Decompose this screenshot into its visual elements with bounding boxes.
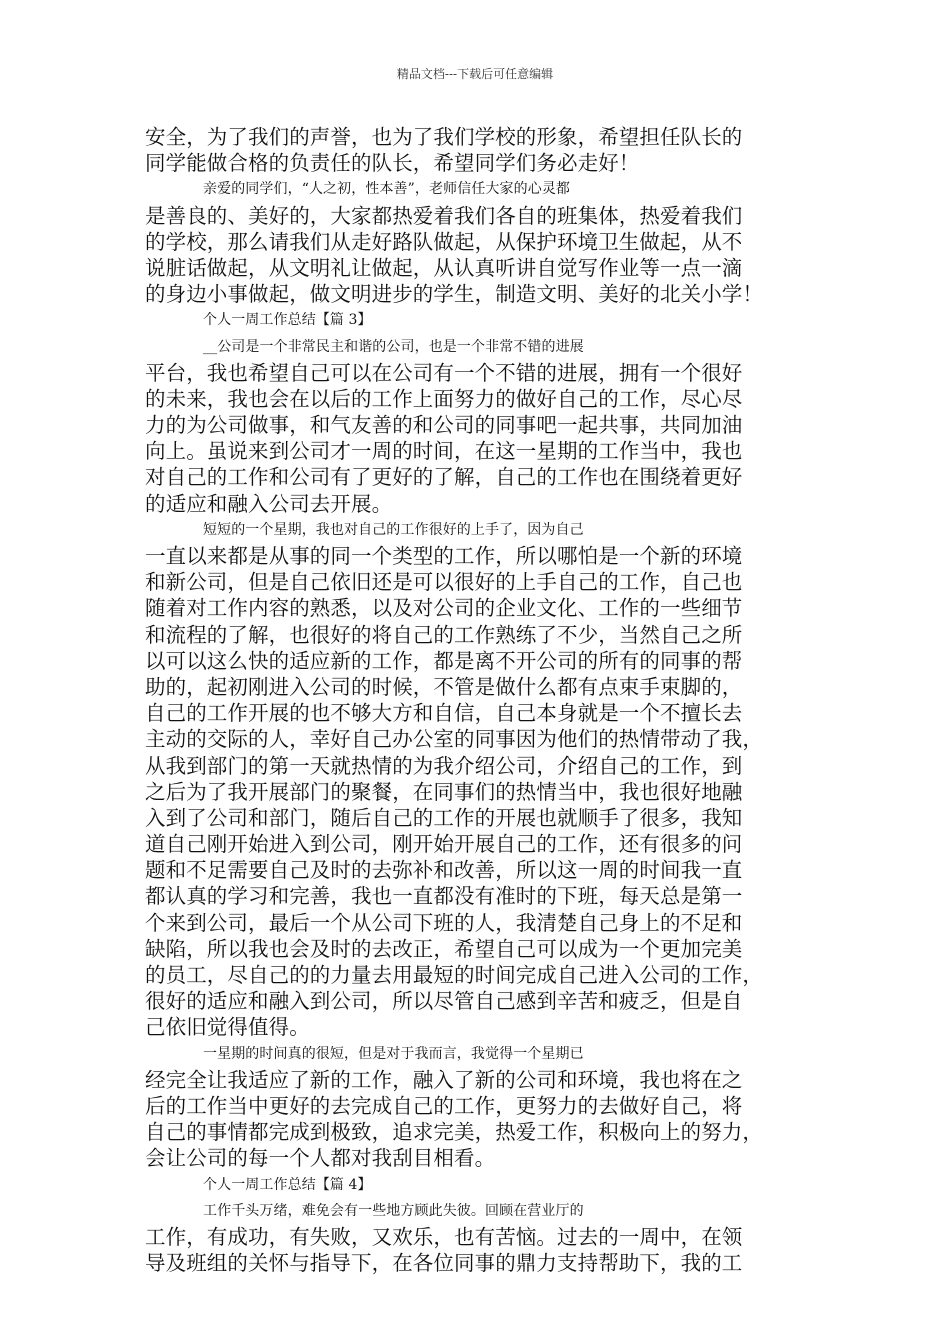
text-line: 说脏话做起，从文明礼让做起，从认真听讲自觉写作业等一点一滴 <box>145 255 743 280</box>
text-line: 的未来，我也会在以后的工作上面努力的做好自己的工作，尽心尽 <box>145 386 743 411</box>
text-line: 题和不足需要自己及时的去弥补和改善，所以这一周的时间我一直 <box>145 858 743 883</box>
text-line: 之后为了我开展部门的聚餐，在同事们的热情当中，我也很好地融 <box>145 779 743 804</box>
text-line: 都认真的学习和完善，我也一直都没有准时的下班，每天总是第一 <box>145 884 743 909</box>
text-line: 会让公司的每一个人都对我刮目相看。 <box>145 1146 496 1171</box>
text-line: 道自己刚开始进入到公司，刚开始开展自己的工作，还有很多的问 <box>145 832 743 857</box>
text-line: 后的工作当中更好的去完成自己的工作，更努力的去做好自己，将 <box>145 1093 743 1118</box>
text-line: 的学校，那么请我们从走好路队做起，从保护环境卫生做起，从不 <box>145 229 743 254</box>
text-line: 同学能做合格的负责任的队长，希望同学们务必走好！ <box>145 151 640 176</box>
text-line: 是善良的、美好的，大家都热爱着我们各自的班集体，热爱着我们 <box>145 203 743 228</box>
text-line: 安全，为了我们的声誉，也为了我们学校的形象，希望担任队长的 <box>145 125 743 149</box>
text-line: 工作千头万绪，难免会有一些地方顾此失彼。回顾在营业厅的 <box>203 1202 584 1219</box>
text-line: 亲爱的同学们，“人之初，性本善”，老师信任大家的心灵都 <box>203 181 571 198</box>
text-line: 工作，有成功，有失败，又欢乐，也有苦恼。过去的一周中，在领 <box>145 1224 743 1249</box>
page-header: 精品文档---下载后可任意编辑 <box>396 67 554 81</box>
text-line: 以可以这么快的适应新的工作，都是离不开公司的所有的同事的帮 <box>145 648 743 673</box>
text-line: 个人一周工作总结【篇 3】 <box>203 312 372 329</box>
text-line: 经完全让我适应了新的工作，融入了新的公司和环境，我也将在之 <box>145 1067 743 1092</box>
text-line: 很好的适应和融入到公司，所以尽管自己感到辛苦和疲乏，但是自 <box>145 989 743 1014</box>
text-line: 导及班组的关怀与指导下，在各位同事的鼎力支持帮助下，我的工 <box>145 1251 743 1276</box>
text-line: 和新公司，但是自己依旧还是可以很好的上手自己的工作，自己也 <box>145 570 743 595</box>
text-line: 从我到部门的第一天就热情的为我介绍公司，介绍自己的工作，到 <box>145 753 743 778</box>
text-line: 个来到公司，最后一个从公司下班的人，我清楚自己身上的不足和 <box>145 910 743 935</box>
text-line: 个人一周工作总结【篇 4】 <box>203 1176 372 1193</box>
text-line: 的员工，尽自己的的力量去用最短的时间完成自己进入公司的工作， <box>145 963 763 987</box>
text-line: 平台，我也希望自己可以在公司有一个不错的进展，拥有一个很好 <box>145 360 743 385</box>
text-line: 助的，起初刚进入公司的时候，不管是做什么都有点束手束脚的， <box>145 674 743 699</box>
text-line: 和流程的了解，也很好的将自己的工作熟练了不少，当然自己之所 <box>145 622 743 647</box>
text-line: 自己的工作开展的也不够大方和自信，自己本身就是一个不擅长去 <box>145 701 743 726</box>
text-line: 的适应和融入公司去开展。 <box>145 491 393 516</box>
text-line: 入到了公司和部门，随后自己的工作的开展也就顺手了很多，我知 <box>145 805 743 830</box>
text-line: 短短的一个星期，我也对自己的工作很好的上手了，因为自己 <box>203 521 584 538</box>
text-line: 一星期的时间真的很短，但是对于我而言，我觉得一个星期已 <box>203 1045 584 1062</box>
text-line: 随着对工作内容的熟悉，以及对公司的企业文化、工作的一些细节 <box>145 596 743 621</box>
text-line: 向上。虽说来到公司才一周的时间，在这一星期的工作当中，我也 <box>145 439 743 464</box>
text-line: 的身边小事做起，做文明进步的学生，制造文明、美好的北关小学！ <box>145 282 763 307</box>
text-line: 主动的交际的人，幸好自己办公室的同事因为他们的热情带动了我， <box>145 727 763 752</box>
text-line: 对自己的工作和公司有了更好的了解，自己的工作也在围绕着更好 <box>145 465 743 490</box>
document-body <box>145 124 821 1276</box>
text-line: 自己的事情都完成到极致，追求完美，热爱工作，积极向上的努力， <box>145 1120 763 1145</box>
text-line: 力的为公司做事，和气友善的和公司的同事吧一起共事，共同加油 <box>145 413 743 438</box>
text-line: __公司是一个非常民主和谐的公司，也是一个非常不错的进展 <box>203 338 584 355</box>
text-line: 一直以来都是从事的同一个类型的工作，所以哪怕是一个新的环境 <box>145 544 743 568</box>
text-line: 己依旧觉得值得。 <box>145 1015 310 1040</box>
text-line: 缺陷，所以我也会及时的去改正，希望自己可以成为一个更加完美 <box>145 936 743 961</box>
